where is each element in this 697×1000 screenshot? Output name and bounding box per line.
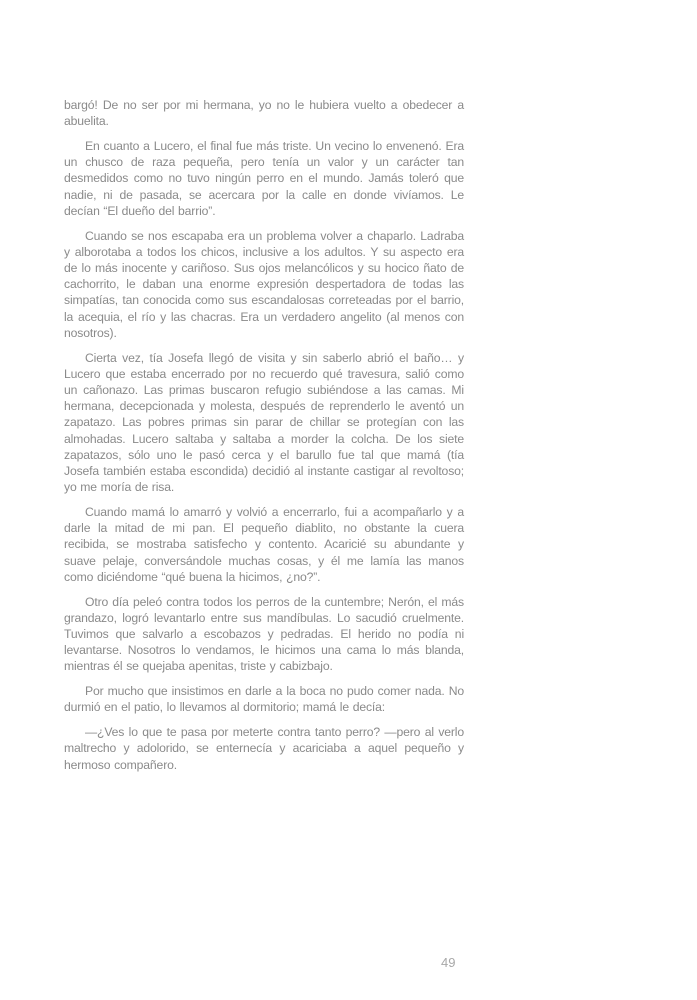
- paragraph-6: Otro día peleó contra todos los perros de la cuntembre; Nerón, el más grandazo, logró levantarlo entre sus mandíbulas. Lo sacudió cruelmente. Tuvimos que salvarlo a escobazos y pedradas. El herido no podía ni levantarse. Nosotros lo vendamos, le hicimos una cama lo más blanda, mientras él se quejaba apenitas, triste y cabizbajo.: [64, 594, 464, 674]
- body-text: [64, 97, 464, 781]
- paragraph-8: —¿Ves lo que te pasa por meterte contra tanto perro? —pero al verlo maltrecho y adolorido, se enternecía y acariciaba a aquel pequeño y hermoso compañero.: [64, 725, 464, 772]
- paragraph-1: bargó! De no ser por mi hermana, yo no le hubiera vuelto a obedecer a abuelita.: [64, 98, 464, 129]
- paragraph-5: Cuando mamá lo amarró y volvió a encerrarlo, fui a acompañarlo y a darle la mitad de mi pan. El pequeño diablito, no obstante la cuera recibida, se mostraba satisfecho y contento. Acaricié su abundante y suave pelaje, conversándole muchas cosas, y él me lamía las manos como diciéndome “qué buena la hicimos, ¿no?”.: [64, 505, 464, 584]
- paragraph-7: Por mucho que insistimos en darle a la boca no pudo comer nada. No durmió en el patio, lo llevamos al dormitorio; mamá le decía:: [64, 684, 464, 715]
- paragraph-4: Cierta vez, tía Josefa llegó de visita y sin saberlo abrió el baño… y Lucero que estaba encerrado por no recuerdo qué travesura, salió como un cañonazo. Las primas buscaron refugio subiéndose a las camas. Mi hermana, decepcionada y molesta, después de reprenderlo le aventó un zapatazo. Las pobres primas sin parar de chillar se protegían con las almohadas. Lucero saltaba y saltaba a morder la colcha. De los siete zapatazos, sólo uno le pasó cerca y el barullo fue tal que mamá (tía Josefa también estaba escondida) decidió al instante castigar al revoltoso; yo me moría de risa.: [64, 350, 464, 495]
- page-number: 49: [441, 955, 456, 970]
- paragraph-3: Cuando se nos escapaba era un problema volver a chaparlo. Ladraba y alborotaba a todos los chicos, inclusive a los adultos. Y su aspecto era de lo más inocente y cariñoso. Sus ojos melancólicos y su hocico ñato de cachorrito, le daban una enorme expresión despertadora de todas las simpatías, tan conocida como sus escandalosas correteadas por el barrio, la acequia, el río y las chacras. Era un verdadero angelito (al menos con nosotros).: [64, 228, 464, 340]
- paragraph-2: En cuanto a Lucero, el final fue más triste. Un vecino lo envenenó. Era un chusco de raza pequeña, pero tenía un valor y un carácter tan desmedidos como no tuvo ningún perro en el mundo. Jamás toleró que nadie, ni de pasada, se acercara por la calle en donde vivíamos. Le decían “El dueño del barrio”.: [64, 139, 464, 218]
